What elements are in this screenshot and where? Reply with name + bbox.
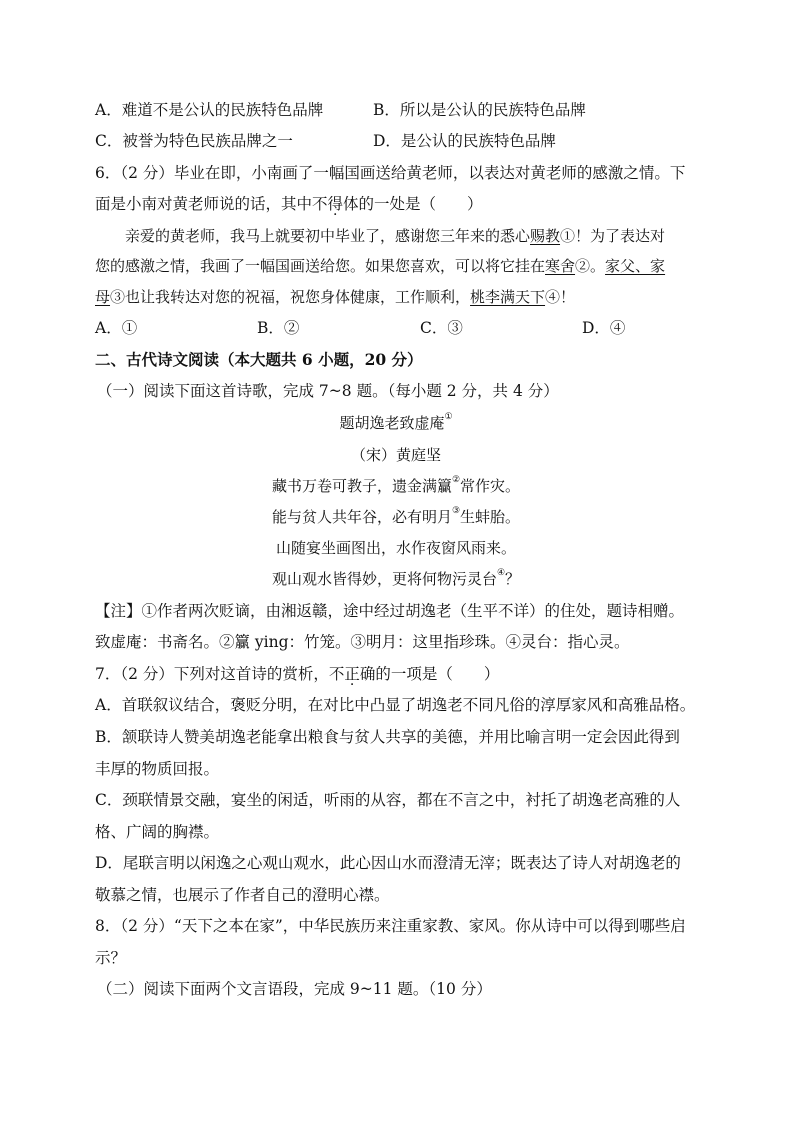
poem-notes-line1: 【注】①作者两次贬谪，由湘返赣，途中经过胡逸老（生平不详）的住处，题诗相赠。 xyxy=(95,602,685,620)
q6-emphasis: 不得体 xyxy=(312,195,359,213)
q6-stem-text-end: 的一处是（ ） xyxy=(358,195,483,213)
letter-text: ④！ xyxy=(545,288,576,306)
q6-stem-text: 面是小南对黄老师说的话，其中 xyxy=(95,195,313,213)
letter-underlined-3b: 母 xyxy=(95,288,111,306)
q6-option-d: D．④ xyxy=(582,319,626,337)
letter-text: 亲爱的黄老师，我马上就要初中毕业了，感谢您三年来的悉心 xyxy=(125,227,531,245)
q7-stem xyxy=(95,664,499,684)
q6-option-a: A．① xyxy=(95,319,138,337)
letter-underlined-4: 桃李满天下 xyxy=(470,288,546,306)
poem-text: 生蚌胎。 xyxy=(460,508,521,526)
q7-option-a: A．首联叙议结合，褒贬分明，在对比中凸显了胡逸老不同凡俗的淳厚家风和高雅品格。 xyxy=(95,696,696,714)
q7-stem-text-end: 的一项是（ ） xyxy=(375,665,500,683)
q7-stem-text: 7．（2 分）下列对这首诗的赏析， xyxy=(95,665,329,683)
poem-text: 能与贫人共年谷，必有明月 xyxy=(271,508,452,526)
letter-text: ③也让我转达对您的祝福，祝您身体健康，工作顺利， xyxy=(110,288,471,306)
poem-note-mark: ② xyxy=(451,475,461,485)
letter-text: ②。 xyxy=(575,257,606,275)
q5-option-a: A．难道不是公认的民族特色品牌 xyxy=(95,101,324,119)
q7-option-d-line2: 敬慕之情，也展示了作者自己的澄明心襟。 xyxy=(95,886,390,904)
letter-underlined-3a: 家父、家 xyxy=(605,257,666,275)
poem-line-1 xyxy=(0,476,792,496)
q7-emphasis: 不正确 xyxy=(328,665,376,683)
q6-stem-line1: 6．（2 分）毕业在即，小南画了一幅国画送给黄老师，以表达对黄老师的感激之情。下 xyxy=(95,164,686,182)
part2-instructions: （二）阅读下面两个文言语段，完成 9~11 题。（10 分） xyxy=(97,980,492,998)
q8-line1: 8．（2 分）“天下之本在家”，中华民族历来注重家教、家风。你从诗中可以得到哪些启 xyxy=(95,917,686,935)
q6-option-c: C．③ xyxy=(420,319,463,337)
part1-instructions: （一）阅读下面这首诗歌，完成 7~8 题。（每小题 2 分，共 4 分） xyxy=(97,382,559,400)
letter-underlined-2: 寒舍 xyxy=(545,257,576,275)
letter-text: ①！为了表达对 xyxy=(560,227,666,245)
poem-author: （宋）黄庭坚 xyxy=(350,446,441,464)
q7-option-b-line1: B．颔联诗人赞美胡逸老能拿出粮食与贫人共享的美德，并用比喻言明一定会因此得到 xyxy=(95,728,680,746)
poem-line-2 xyxy=(0,507,792,527)
poem-title-text: 题胡逸老致虚庵 xyxy=(339,414,445,432)
poem-text: ？ xyxy=(505,570,521,588)
poem-note-mark: ④ xyxy=(496,568,506,578)
q6-letter-line3 xyxy=(95,287,575,307)
poem-text: 观山观水皆得妙，更将何物污灵台 xyxy=(271,570,497,588)
q5-option-d: D．是公认的民族特色品牌 xyxy=(373,132,556,150)
q6-stem-line2 xyxy=(95,194,483,214)
q7-option-c-line1: C．颈联情景交融，宴坐的闲适，听雨的从容，都在不言之中，衬托了胡逸老高雅的人 xyxy=(95,791,681,809)
letter-underlined-1: 赐教 xyxy=(530,227,561,245)
poem-notes-line2: 致虚庵：书斋名。②籯 ying：竹笼。③明月：这里指珍珠。④灵台：指心灵。 xyxy=(95,633,630,651)
poem-note-mark: ③ xyxy=(451,506,461,516)
letter-text: 您的感激之情，我画了一幅国画送给您。如果您喜欢，可以将它挂在 xyxy=(95,257,546,275)
q8-line2: 示？ xyxy=(95,949,127,967)
q7-option-c-line2: 格、广阔的胸襟。 xyxy=(95,823,220,841)
poem-line-3: 山随宴坐画图出，水作夜窗风雨来。 xyxy=(275,539,516,557)
poem-title xyxy=(0,413,792,433)
q7-option-b-line2: 丰厚的物质回报。 xyxy=(95,760,220,778)
q6-option-b: B．② xyxy=(257,319,300,337)
poem-title-note-mark: ① xyxy=(444,412,453,422)
q7-option-d-line1: D．尾联言明以闲逸之心观山观水，此心因山水而澄清无滓；既表达了诗人对胡逸老的 xyxy=(95,854,681,872)
q5-option-c: C．被誉为特色民族品牌之一 xyxy=(95,132,293,150)
poem-text: 藏书万卷可教子，遗金满籯 xyxy=(271,477,452,495)
poem-text: 常作灾。 xyxy=(460,477,521,495)
section2-heading: 二、古代诗文阅读（本大题共 6 小题，20 分） xyxy=(95,350,423,369)
q5-option-b: B．所以是公认的民族特色品牌 xyxy=(373,101,586,119)
q6-letter-line1 xyxy=(125,226,665,246)
poem-line-4 xyxy=(0,569,792,589)
q6-letter-line2 xyxy=(95,256,665,276)
